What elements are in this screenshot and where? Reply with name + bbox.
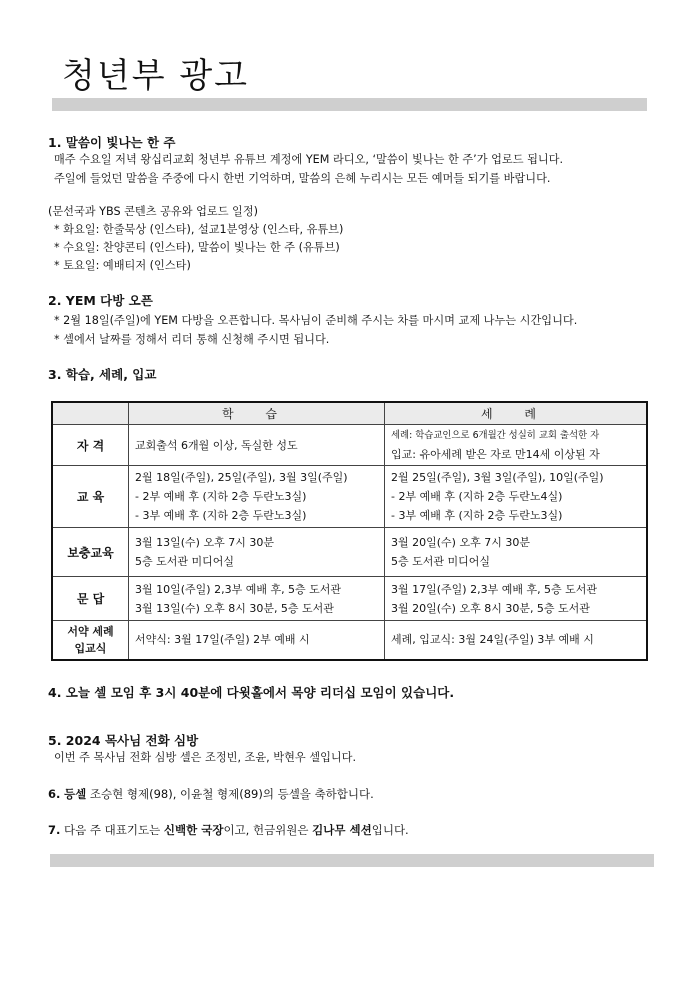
- cell-text: 5층 도서관 미디어실: [135, 555, 234, 568]
- header-study: 학 습: [129, 402, 385, 425]
- section-6-text: 조승현 형제(98), 이윤철 형제(89)의 등셀을 축하합니다.: [89, 787, 374, 801]
- table-corner-cell: [52, 402, 129, 425]
- row-label-line: 입교식: [74, 641, 107, 655]
- section-6-title: 등셀: [64, 787, 87, 801]
- table-row-questions: [52, 577, 647, 621]
- table-header-row: [52, 402, 647, 425]
- cell-text: 2월 18일(주일), 25일(주일), 3월 3일(주일): [135, 471, 348, 484]
- row-label-ceremony: [52, 621, 129, 660]
- cell-qualification-study: [129, 425, 385, 466]
- section-5-title: 5. 2024 목사님 전화 심방: [48, 733, 199, 748]
- section-7-number: 7.: [48, 823, 61, 837]
- cell-text: - 3부 예배 후 (지하 2층 두란노3실): [391, 509, 563, 522]
- cell-questions-baptism: [385, 577, 648, 621]
- cell-qualification-baptism: [385, 425, 648, 466]
- page-title: 청년부 광고: [62, 56, 250, 96]
- section-2-line-2: * 셀에서 날짜를 정해서 리더 통해 신청해 주시면 됩니다.: [54, 333, 330, 346]
- cell-education-baptism: [385, 466, 648, 528]
- cell-text: 5층 도서관 미디어실: [391, 555, 490, 568]
- cell-text: 2월 25일(주일), 3월 3일(주일), 10일(주일): [391, 471, 604, 484]
- row-label-questions: 문 답: [52, 577, 129, 621]
- cell-text: 3월 17일(주일) 2,3부 예배 후, 5층 도서관: [391, 582, 598, 596]
- cell-text: 세례, 입교식: 3월 24일(주일) 3부 예배 시: [391, 633, 594, 647]
- section-1-title: 1. 말씀이 빛나는 한 주: [48, 135, 176, 150]
- table-row-qualification: [52, 425, 647, 466]
- section-1-line-1: 매주 수요일 저녁 왕십리교회 청년부 유튜브 계정에 YEM 라디오, ‘말씀이 빛나는 한 주’가 업로드 됩니다.: [54, 153, 564, 166]
- schedule-item-wednesday: * 수요일: 찬양콘티 (인스타), 말씀이 빛나는 한 주 (유튜브): [54, 241, 340, 254]
- cell-text: - 2부 예배 후 (지하 2층 두란노3실): [135, 490, 307, 503]
- schedule-title: (문선국과 YBS 콘텐츠 공유와 업로드 일정): [48, 205, 259, 218]
- section-7-text-2: 이고, 헌금위원은: [223, 823, 309, 837]
- schedule-item-tuesday: * 화요일: 한줄묵상 (인스타), 설교1분영상 (인스타, 유튜브): [54, 223, 344, 236]
- section-7-text-1: 다음 주 대표기도는: [64, 823, 161, 837]
- section-1-line-2: 주일에 들었던 말씀을 주중에 다시 한번 기억하며, 말씀의 은혜 누리시는 모든 예머들 되기를 바랍니다.: [54, 172, 551, 185]
- cell-text: - 3부 예배 후 (지하 2층 두란노3실): [135, 509, 307, 522]
- cell-text: 3월 13일(수) 오후 8시 30분, 5층 도서관: [135, 601, 334, 615]
- cell-ceremony-baptism: [385, 621, 648, 660]
- section-2-title: 2. YEM 다방 오픈: [48, 293, 153, 308]
- cell-supplementary-baptism: [385, 528, 648, 577]
- offering-committee-name: 김나무 섹션: [312, 823, 372, 837]
- schedule-item-saturday: * 토요일: 예배티저 (인스타): [54, 259, 191, 272]
- table-row-supplementary: [52, 528, 647, 577]
- baptism-schedule-table: [51, 401, 648, 661]
- cell-text: 3월 20일(수) 오후 8시 30분, 5층 도서관: [391, 601, 590, 615]
- row-label-education: 교 육: [52, 466, 129, 528]
- section-6-number: 6.: [48, 787, 61, 801]
- row-label-supplementary: 보충교육: [52, 528, 129, 577]
- cell-ceremony-study: [129, 621, 385, 660]
- cell-text: 3월 13일(수) 오후 7시 30분: [135, 536, 274, 549]
- header-baptism: 세 례: [385, 402, 648, 425]
- cell-text: 세례: 학습교인으로 6개월간 성실히 교회 출석한 자: [391, 430, 600, 441]
- section-7: [48, 822, 409, 838]
- cell-text: - 2부 예배 후 (지하 2층 두란노4실): [391, 490, 563, 503]
- table-row-education: [52, 466, 647, 528]
- section-5-line: 이번 주 목사님 전화 심방 셀은 조정빈, 조윤, 박현우 셀입니다.: [54, 751, 357, 764]
- section-4-title: 4. 오늘 셀 모임 후 3시 40분에 다윗홀에서 목양 리더십 모임이 있습니다.: [48, 685, 455, 700]
- footer-divider: [50, 854, 654, 867]
- cell-education-study: [129, 466, 385, 528]
- section-2-line-1: * 2월 18일(주일)에 YEM 다방을 오픈합니다. 목사님이 준비해 주시는 차를 마시며 교제 나누는 시간입니다.: [54, 314, 578, 327]
- title-divider: [52, 98, 647, 111]
- row-label-line: 서약 세례: [67, 624, 114, 638]
- row-label-qualification: 자 격: [52, 425, 129, 466]
- cell-text: 교회출석 6개월 이상, 독실한 성도: [135, 438, 298, 452]
- section-6: [48, 786, 374, 802]
- cell-supplementary-study: [129, 528, 385, 577]
- prayer-leader-name: 신백한 국장: [163, 823, 224, 837]
- cell-text: 3월 20일(수) 오후 7시 30분: [391, 536, 530, 549]
- cell-questions-study: [129, 577, 385, 621]
- table-row-ceremony: [52, 621, 647, 660]
- cell-text: 3월 10일(주일) 2,3부 예배 후, 5층 도서관: [135, 582, 342, 596]
- cell-text: 입교: 유아세례 받은 자로 만14세 이상된 자: [391, 448, 600, 461]
- section-3-title: 3. 학습, 세례, 입교: [48, 367, 157, 382]
- cell-text: 서약식: 3월 17일(주일) 2부 예배 시: [135, 633, 310, 647]
- section-7-text-3: 입니다.: [371, 823, 409, 837]
